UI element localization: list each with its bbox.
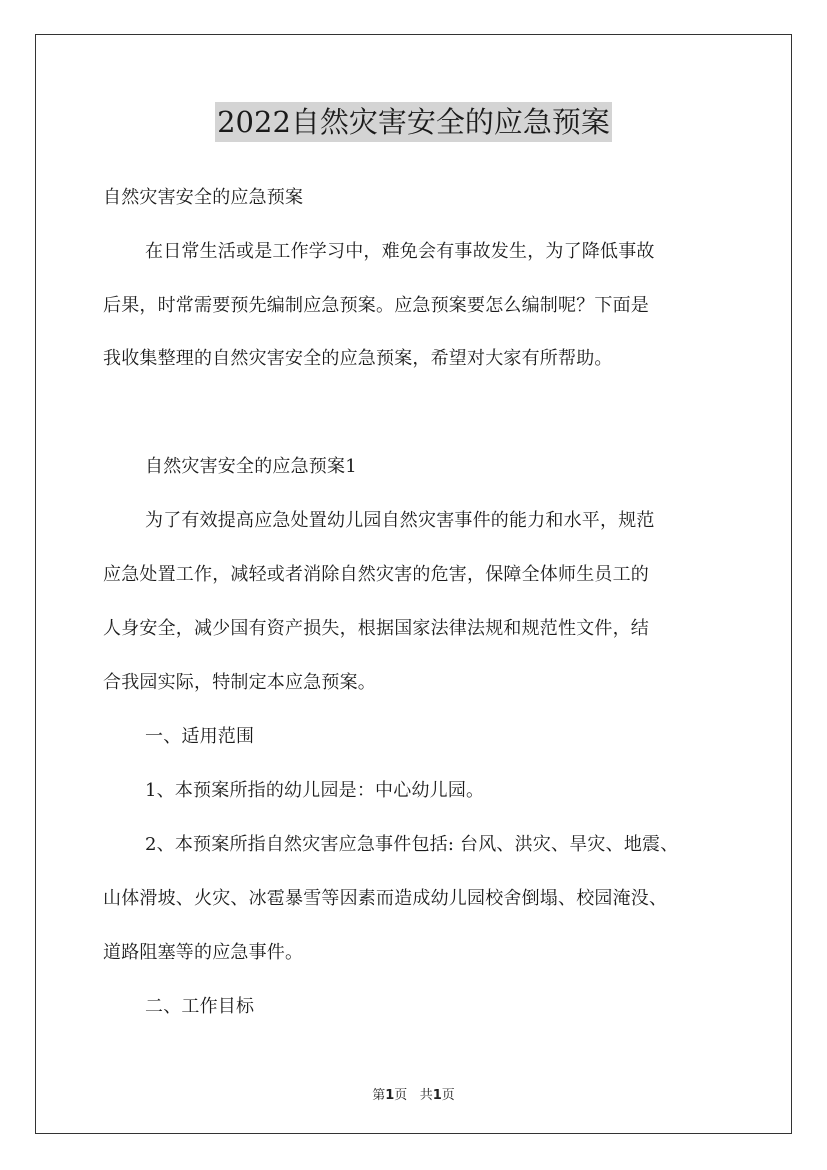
footer-page-suffix: 页 [394,1088,408,1103]
footer-page-number: 1 [385,1088,395,1103]
footer-total-suffix: 页 [441,1088,455,1103]
intro-line-3: 我收集整理的自然灾害安全的应急预案，希望对大家有所帮助。 [103,348,613,369]
section-heading-1: 自然灾害安全的应急预案1 [145,456,357,477]
document-title: 2022自然灾害安全的应急预案 [215,102,612,142]
footer-total-pages: 1 [432,1088,442,1103]
scope-item-1: 1、本预案所指的幼儿园是：中心幼儿园。 [145,780,485,801]
footer-total-prefix: 共 [419,1088,433,1103]
subtitle-line: 自然灾害安全的应急预案 [103,187,304,208]
footer-page-prefix: 第 [372,1088,386,1103]
scope-item-2-line-3: 道路阻塞等的应急事件。 [103,942,304,963]
body-line-1: 为了有效提高应急处置幼儿园自然灾害事件的能力和水平，规范 [145,510,655,531]
page-footer [0,1084,827,1103]
title-container [0,102,827,142]
body-line-2: 应急处置工作，减轻或者消除自然灾害的危害，保障全体师生员工的 [103,564,649,585]
scope-item-2-line-1: 2、本预案所指自然灾害应急事件包括: 台风、洪灾、旱灾、地震、 [145,834,679,855]
intro-line-2: 后果，时常需要预先编制应急预案。应急预案要怎么编制呢？下面是 [103,295,649,316]
body-line-3: 人身安全，减少国有资产损失，根据国家法律法规和规范性文件，结 [103,618,649,639]
heading-goals: 二、工作目标 [145,996,255,1017]
heading-scope: 一、适用范围 [145,726,255,747]
body-line-4: 合我园实际，特制定本应急预案。 [103,672,376,693]
intro-line-1: 在日常生活或是工作学习中，难免会有事故发生，为了降低事故 [145,241,655,262]
scope-item-2-line-2: 山体滑坡、火灾、冰雹暴雪等因素而造成幼儿园校舍倒塌、校园淹没、 [103,888,668,909]
